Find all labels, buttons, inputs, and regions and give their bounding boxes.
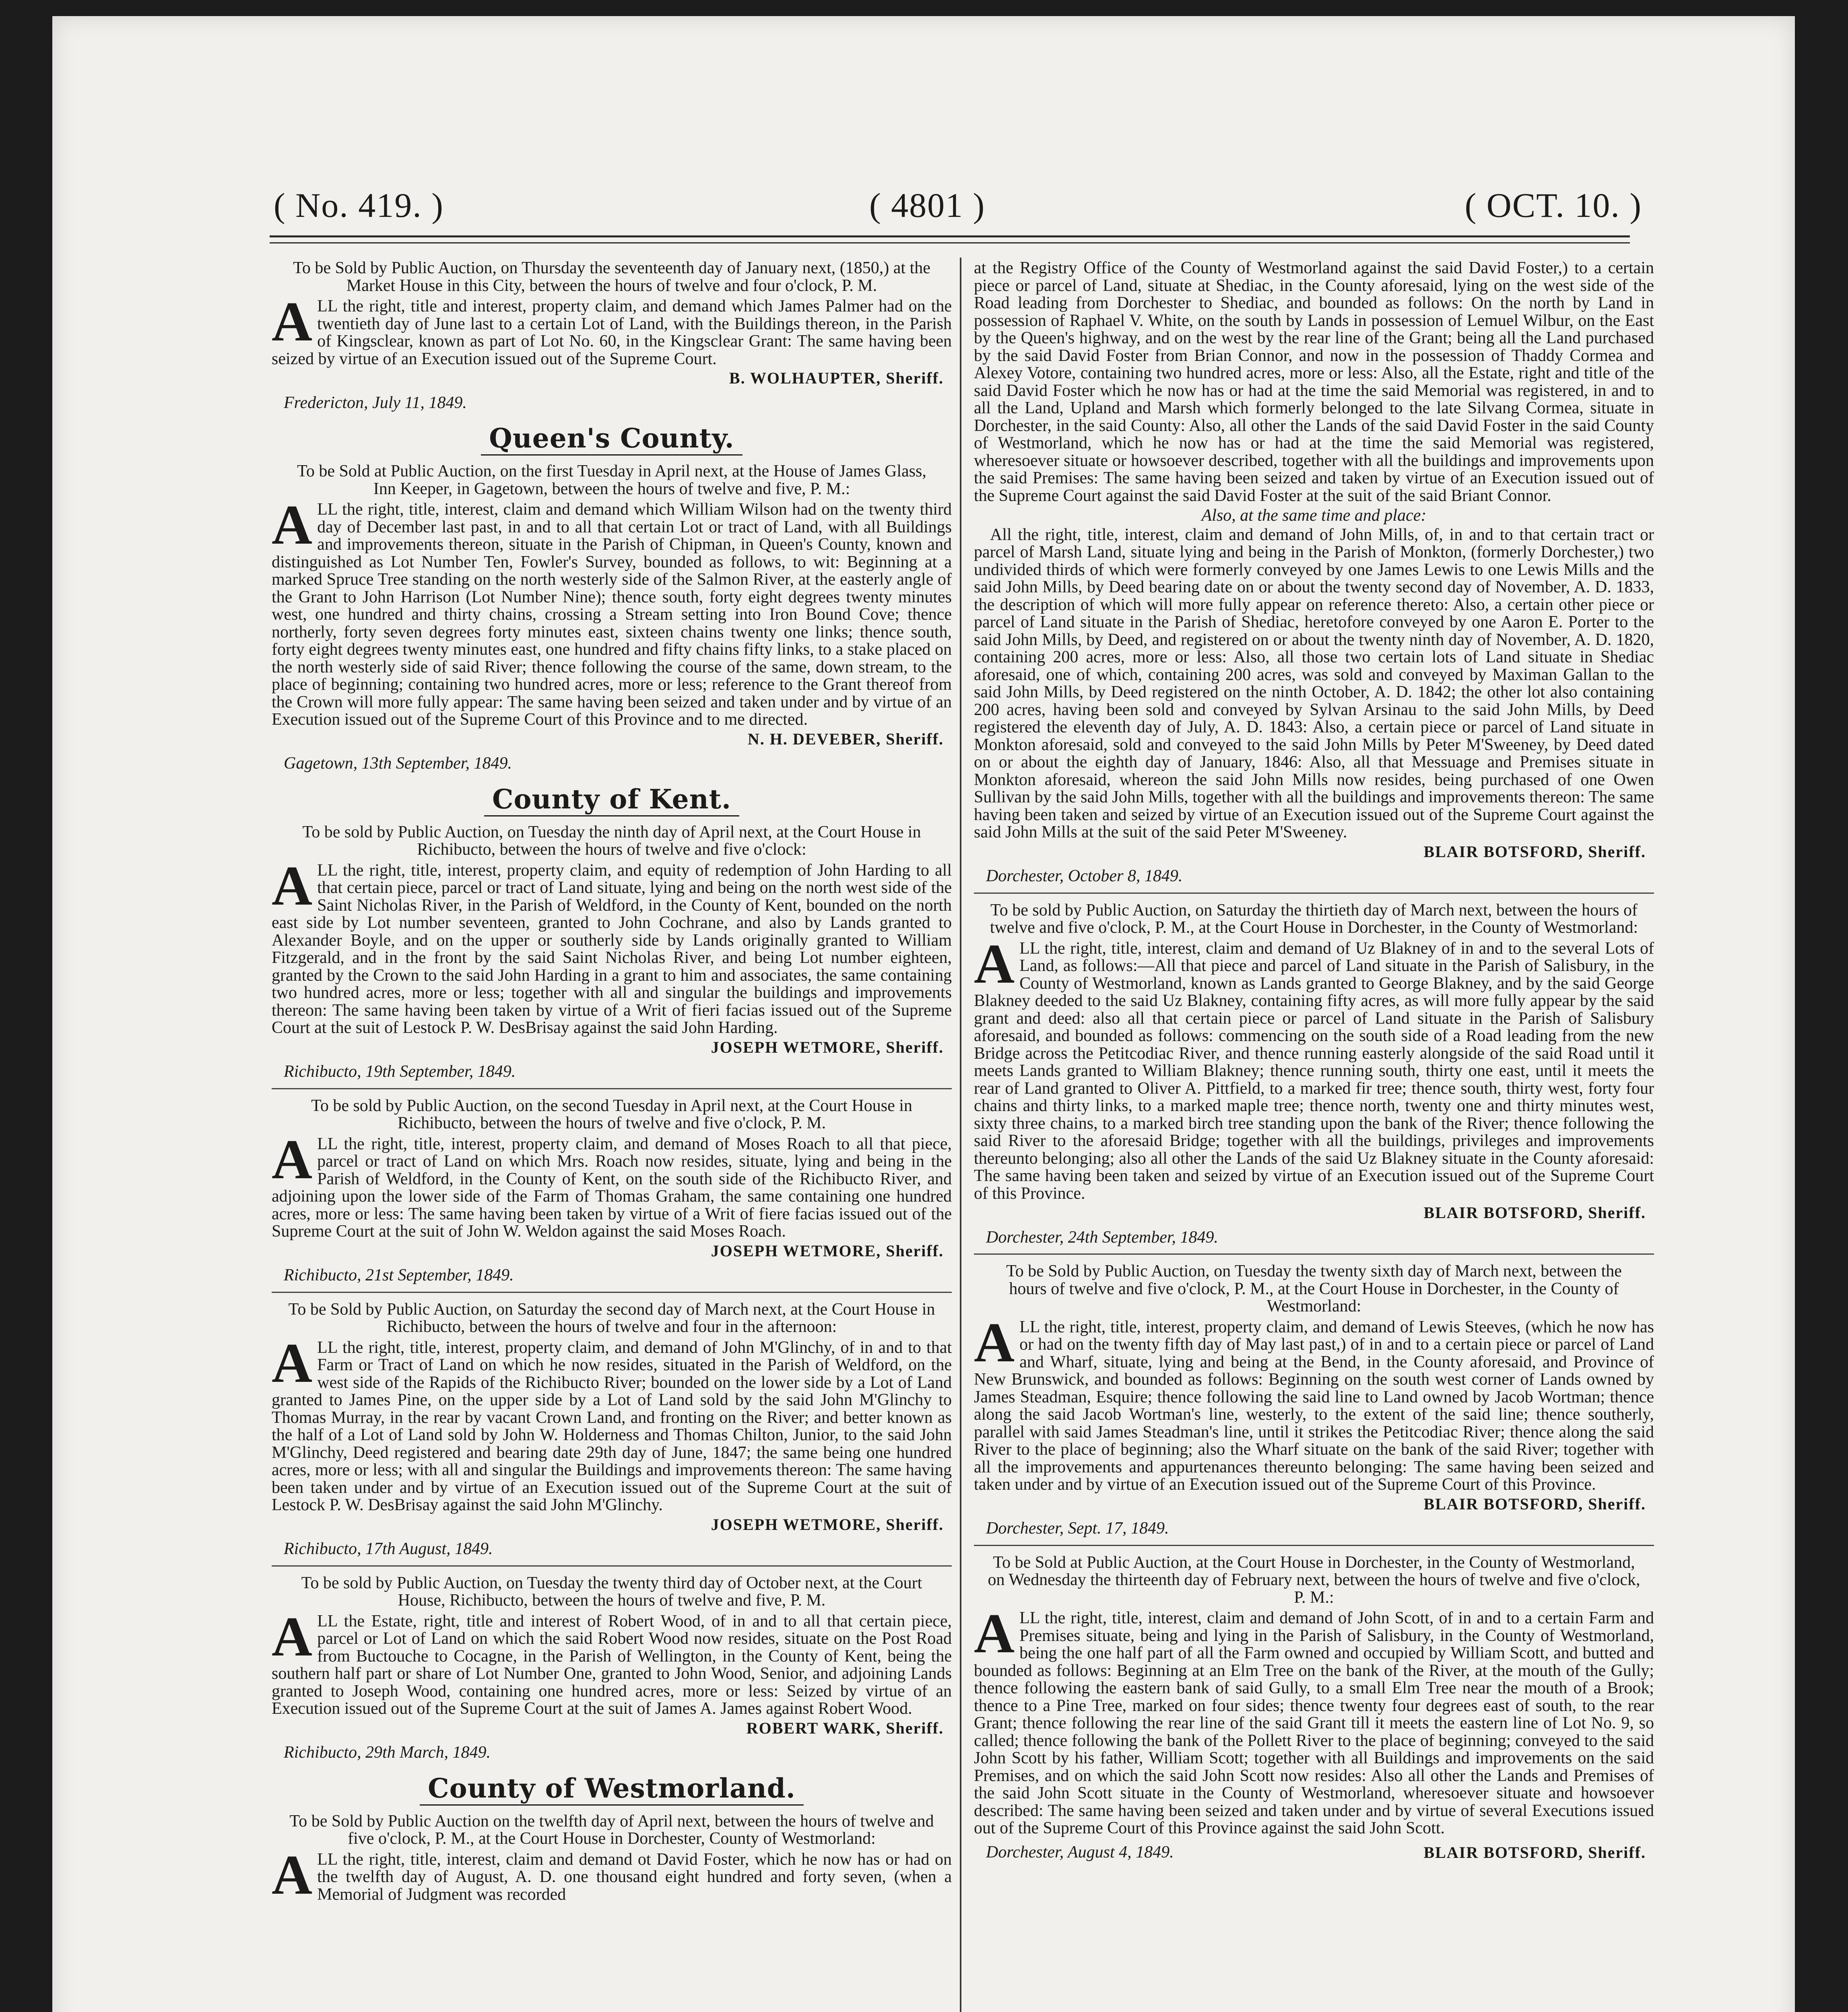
column-divider — [960, 258, 961, 2012]
notice-intro: To be Sold at Public Auction, at the Court House in Dorchester, in the County of Westmorland, on Wednesday the thirteenth day of February next, between the hours of twelve and five o'clock, P. M.: — [988, 1553, 1640, 1607]
sheriff-signature: BLAIR BOTSFORD, Sheriff. — [1423, 1204, 1646, 1222]
notice-body: ALL the right, title, interest, claim and demand of Uz Blakney of in and to the several Lots of Land, as follows:—All that piece and parcel of Land situate in the Parish of Salisbury, in the County of Westmorland, known as Lands granted to George Blakney, and by the said George Blakney deeded to the said Uz Blakney, containing fifty acres, as will more fully appear by the said grant and deed: also all that certain piece or parcel of Land situate in the Parish of Salisbury aforesaid, and bounded as follows: commencing on the south side of a Road leading from the new Bridge across the Petitcodiac River, and thence running easterly alongside of the said Road until it meets Lands granted to William Blakney; thence running south, thirty one east, until it meets the rear of Land granted to Oliver A. Pittfield, to a marked fir tree; thence south, thirty west, forty four chains and thirty links, to a marked maple tree; thence north, twenty one and thirty minutes west, sixty three chains, to a marked birch tree standing upon the bank of the River; thence following the said River to the aforesaid Bridge; together with all the buildings, privileges and improvements thereunto belonging; also all other the Lands of the said Uz Blakney situate in the County aforesaid: The same having been taken and seized by virtue of an Execution issued out of the Supreme Court of this Province. — [974, 932, 1654, 1203]
notice-foster — [272, 1813, 952, 1904]
sheriff-signature: B. WOLHAUPTER, Sheriff. — [729, 369, 944, 387]
sheriff-signature: N. H. DEVEBER, Sheriff. — [747, 730, 944, 748]
county-heading-queens: Queen's County. — [272, 422, 952, 456]
sheriff-signature: BLAIR BOTSFORD, Sheriff. — [1423, 1843, 1646, 1862]
notice-separator — [974, 893, 1654, 894]
notice-body: ALL the right, title, interest, property claim, and demand of John M'Glinchy, of in and to that Farm or Tract of Land on which he now resides, situated in the Parish of Weldford, on the west side of the Rapids of the Richibucto River; bounded on the lower side by a Lot of Land granted to James Pine, on the upper side by a Lot of Land sold by the said John M'Glinchy to Thomas Murray, in the rear by vacant Crown Land, and fronting on the River; and better known as the half of a Lot of Land sold by John W. Holderness and Thomas Chilton, Junior, to the said John M'Glinchy, Deed registered and bearing date 29th day of June, 1847; the same being one hundred acres, more or less; with all and singular the Buildings and improvements thereon: The same having been taken under and by virtue of an Execution issued out of the Supreme Court at the suit of Lestock P. W. DesBrisay against the said John M'Glinchy. — [272, 1332, 952, 1514]
drop-cap: A — [272, 1605, 313, 1668]
drop-cap: A — [272, 1128, 313, 1191]
drop-cap: A — [974, 1311, 1015, 1374]
dateline: Gagetown, 13th September, 1849. — [284, 754, 512, 773]
notice-intro: To be Sold by Public Auction on the twelfth day of April next, between the hours of twelve and five o'clock, P. M., at the Court House in Dorchester, County of Westmorland: — [289, 1812, 934, 1848]
subheading: Also, at the same time and place: — [1201, 506, 1427, 525]
notice-palmer — [272, 260, 952, 412]
notice-intro: To be Sold by Public Auction, on Tuesday the twenty sixth day of March next, between the hours of twelve and five o'clock, P. M., at the Court House in Dorchester, in the County of Westmorland: — [1006, 1262, 1622, 1315]
right-column — [974, 260, 1654, 1865]
sheriff-signature: BLAIR BOTSFORD, Sheriff. — [1423, 1495, 1646, 1513]
notice-body: ALL the right, title and interest, property claim, and demand which James Palmer had on the twentieth day of June last to a certain Lot of Land, with the Buildings thereon, in the Parish of Kingsclear, known as part of Lot No. 60, in the Kingsclear Grant: The same having been seized by virtue of an Execution issued out of the Supreme Court. — [272, 291, 952, 368]
dateline-row — [986, 1844, 1646, 1862]
masthead — [266, 185, 1642, 233]
notice-body: ALL the right, title, interest, property claim, and demand of Lewis Steeves, (which he now has or had on the twenty fifth day of May last past,) of in and to a certain piece or parcel of Land and Wharf, situate, lying and being at the Bend, in the County aforesaid, and Province of New Brunswick, and bounded as follows: Beginning on the south west corner of Lands owned by James Steadman, Esquire; thence following the said line to Land owned by Jacob Wortman; thence along the said Jacob Wortman's line, westerly, to the extent of the said line; thence southerly, parallel with said James Steadman's line, until it strikes the Petitcodiac River; thence along the said River to the place of beginning; also the Wharf situate on the bank of the said River; together with all the improvements and appurtenances thereunto belonging: The same having been seized and taken under and by virtue of an Execution issued out of the Supreme Court of this Province. — [974, 1311, 1654, 1494]
notice-wilson — [272, 463, 952, 773]
notice-wood — [272, 1575, 952, 1762]
notice-intro: To be Sold by Public Auction, on Thursday the seventeenth day of January next, (1850,) at the Market House in this City, between the hours of twelve and four o'clock, P. M. — [293, 259, 930, 295]
sheriff-signature: ROBERT WARK, Sheriff. — [746, 1719, 944, 1737]
notice-intro: To be Sold by Public Auction, on Saturday the second day of March next, at the Court House in Richibucto, between the hours of twelve and four in the afternoon: — [288, 1300, 935, 1336]
notice-body: ALL the right, title, interest, claim and demand of John Scott, of in and to a certain Farm and Premises situate, being and lying in the Parish of Salisbury, in the County of Westmorland, being the one half part of all the Farm owned and occupied by William Scott, and butted and bounded as follows: Beginning at an Elm Tree on the bank of the River, at the mouth of the Gully; thence following the eastern bank of said Gully, to a small Elm Tree near the mouth of a Brook; thence to a Pine Tree, marked on four sides; thence twenty four degrees east of south, to the rear Grant; thence following the rear line of the said Grant till it meets the eastern line of Lot No. 9, so called; thence following the bank of the Pollett River to the place of beginning; conveyed to the said John Scott by his father, William Scott; together with all Buildings and improvements on the said Premises, and on which the said John Scott now resides: Also all other the Lands and Premises of the said John Scott situate in the County of Westmorland, wheresoever situate and howsoever described: The same having been seized and taken under and by virtue of several Executions issued out of the Supreme Court of this Province against the said John Scott. — [974, 1602, 1654, 1837]
dateline: Dorchester, October 8, 1849. — [986, 867, 1183, 885]
county-heading-westmorland: County of Westmorland. — [272, 1772, 952, 1806]
sheriff-signature: JOSEPH WETMORE, Sheriff. — [711, 1038, 944, 1056]
notice-foster-continued — [974, 260, 1654, 885]
drop-cap: A — [974, 932, 1015, 995]
notice-mglinchy — [272, 1301, 952, 1558]
notice-harding — [272, 824, 952, 1081]
left-column — [272, 260, 952, 1907]
notice-body: ALL the right, title, interest, claim and demand ot David Foster, which he now has or had on the twelfth day of August, A. D. one thousand eight hundred and forty seven, (when a Memorial of Judgment was recorded — [272, 1843, 952, 1906]
newspaper-page — [52, 16, 1795, 2012]
drop-cap: A — [272, 854, 313, 917]
drop-cap: A — [272, 494, 313, 556]
masthead-rule-thin — [270, 242, 1630, 243]
notice-body: ALL the Estate, right, title and interest of Robert Wood, of in and to all that certain piece, parcel or Lot of Land on which the said Robert Wood now resides, situate on the Post Road from Buctouche to Cocagne, in the Parish of Wellington, in the County of Kent, being the southern half part or share of Lot Number One, granted to John Wood, Senior, and adjoining Lands granted to Joseph Wood, containing one hundred acres, more or less: Seized by virtue of an Execution issued out of the Supreme Court at the suit of James A. James against Robert Wood. — [272, 1605, 952, 1718]
notice-body-mills: All the right, title, interest, claim and demand of John Mills, of, in and to that certain tract or parcel of Marsh Land, situate lying and being in the Parish of Monkton, (formerly Dorchester,) two undivided thirds of which were formerly conveyed by one James Lewis to one Lewis Mills and the said John Mills, by Deed bearing date on or about the twenty second day of November, A. D. 1833, the description of which will more fully appear on reference thereto: Also, a certain other piece or parcel of Land situate in the Parish of Shediac, heretofore conveyed by one Aaron E. Porter to the said John Mills, by Deed, and registered on or about the twenty ninth day of November, A. D. 1820, containing 200 acres, more or less: Also, all those two certain lots of Land situate in Shediac aforesaid, one of which, containing 200 acres, was sold and conveyed by Maximan Gallan to the said John Mills, by Deed registered on the ninth October, A. D. 1842; the other lot also containing 200 acres, having been sold and conveyed by Sylvan Arsinau to the said John Mills, by Deed registered the eleventh day of July, A. D. 1843: Also, a certain piece or parcel of Land situate in Monkton aforesaid, sold and conveyed to the said John Mills by Peter M'Sweeney, by Deed dated on or about the eighth day of January, 1846: Also, all that Messuage and Premises situate in Monkton aforesaid, whereon the said John Mills now resides, being purchased of one Owen Sullivan by the said John Mills, together with all the buildings and improvements thereon: The same having been taken and seized by virtue of an Execution issued out of the Supreme Court against the said John Mills at the suit of the said Peter M'Sweeney. — [974, 525, 1654, 841]
notice-intro: To be sold by Public Auction, on Tuesday the twenty third day of October next, at the Court House, Richibucto, between the hours of twelve and five, P. M. — [301, 1573, 922, 1610]
page-number: ( 4801 ) — [869, 186, 986, 225]
notice-roach — [272, 1097, 952, 1284]
notice-separator — [272, 1088, 952, 1089]
dateline: Richibucto, 19th September, 1849. — [284, 1062, 516, 1081]
notice-scott — [974, 1554, 1654, 1862]
notice-body: ALL the right, title, interest, claim and demand which William Wilson had on the twenty third day of December last past, in and to all that certain Lot or tract of Land, with all Buildings and improvements thereon, situate in the Parish of Chipman, in Queen's County, known and distinguished as Lot Number Ten, Fowler's Survey, bounded as follows, to wit: Beginning at a marked Spruce Tree standing on the north westerly side of the Salmon River, at the easterly angle of the Grant to John Harrison (Lot Number Nine); thence south, forty eight degrees twenty minutes west, one hundred and thirty chains, crossing a Stream setting into Iron Bound Cove; thence northerly, forty seven degrees forty minutes east, sixteen chains twenty one links; thence south, forty eight degrees twenty minutes east, one hundred and fifty chains fifty links, to a stake placed on the north westerly side of said River; thence following the course of the same, down stream, to the place of beginning; containing two hundred acres, more or less; reference to the Grant thereof from the Crown will more fully appear: The same having been seized and taken under and by virtue of an Execution issued out of the Supreme Court of this Province and to me directed. — [272, 494, 952, 729]
dateline: Dorchester, 24th September, 1849. — [986, 1228, 1219, 1247]
drop-cap: A — [272, 1332, 313, 1394]
notice-blakney — [974, 902, 1654, 1247]
notice-separator — [272, 1565, 952, 1567]
issue-date: ( OCT. 10. ) — [1464, 186, 1642, 225]
notice-separator — [272, 1292, 952, 1293]
issue-number: ( No. 419. ) — [274, 186, 444, 225]
sheriff-signature: BLAIR BOTSFORD, Sheriff. — [1423, 842, 1646, 861]
dateline: Fredericton, July 11, 1849. — [284, 393, 467, 412]
notice-body: at the Registry Office of the County of Westmorland against the said David Foster,) to a certain piece or parcel of Land, situate at Shediac, in the County aforesaid, lying on the west side of the Road leading from Dorchester to Shediac, and bounded as follows: On the north by Land in possession of Raphael V. White, on the south by Lands in possession of Lemuel Wilbur, on the East by the Queen's highway, and on the west by the rear line of the Grant; being all the Land purchased by the said David Foster from Brian Connor, and now in the possession of Thaddy Cormea and Alexey Votore, containing two hundred acres, more or less: Also, all the Estate, right and title of the said David Foster which he now has or had at the time the said Memorial was registered, in and to all the Land, Upland and Marsh which formerly belonged to the late Silvang Cormea, situate in Dorchester, in the said County: Also, all other the Lands of the said David Foster in the said County of Westmorland, which he now has or had at the time the said Memorial was registered, wheresoever situate or howsoever described, together with all the buildings and improvements upon the said Premises: The same having been seized and taken by virtue of an Execution issued out of the Supreme Court against the said David Foster at the suit of the said Briant Connor. — [974, 259, 1654, 505]
dateline: Richibucto, 29th March, 1849. — [284, 1743, 491, 1762]
drop-cap: A — [272, 291, 313, 353]
notice-body: ALL the right, title, interest, property claim, and demand of Moses Roach to all that piece, parcel or tract of Land on which Mrs. Roach now resides, situate, lying and being in the Parish of Weldford, in the County of Kent, on the south side of the Richibucto River, and adjoining upon the lower side of the Farm of Thomas Graham, the same containing one hundred acres, more or less: The same having been taken by virtue of a Writ of fiere facias issued out of the Supreme Court at the suit of John W. Weldon against the said Moses Roach. — [272, 1128, 952, 1241]
dateline: Dorchester, Sept. 17, 1849. — [986, 1519, 1169, 1538]
dateline: Richibucto, 21st September, 1849. — [284, 1266, 514, 1284]
sheriff-signature: JOSEPH WETMORE, Sheriff. — [711, 1241, 944, 1260]
notice-separator — [974, 1253, 1654, 1255]
notice-intro: To be sold by Public Auction, on Saturday the thirtieth day of March next, between the hours of twelve and five o'clock, P. M., at the Court House in Dorchester, in the County of Westmorland: — [990, 901, 1638, 937]
notice-intro: To be sold by Public Auction, on Tuesday the ninth day of April next, at the Court House in Richibucto, between the hours of twelve and five o'clock: — [302, 823, 921, 859]
notice-intro: To be Sold at Public Auction, on the first Tuesday in April next, at the House of James Glass, Inn Keeper, in Gagetown, between the hours of twelve and five, P. M.: — [297, 462, 926, 498]
drop-cap: A — [272, 1843, 313, 1906]
masthead-rule — [270, 235, 1630, 237]
county-heading-kent: County of Kent. — [272, 783, 952, 816]
notice-intro: To be sold by Public Auction, on the second Tuesday in April next, at the Court House in Richibucto, between the hours of twelve and five o'clock, P. M. — [311, 1096, 912, 1132]
notice-separator — [974, 1545, 1654, 1546]
dateline: Richibucto, 17th August, 1849. — [284, 1540, 493, 1558]
notice-steeves — [974, 1263, 1654, 1538]
drop-cap: A — [974, 1602, 1015, 1665]
sheriff-signature: JOSEPH WETMORE, Sheriff. — [711, 1515, 944, 1534]
dateline: Dorchester, August 4, 1849. — [986, 1843, 1174, 1862]
notice-body: ALL the right, title, interest, property claim, and equity of redemption of John Harding to all that certain piece, parcel or tract of Land situate, lying and being on the north west side of the Saint Nicholas River, in the Parish of Weldford, in the County of Kent, bounded on the north east side by Lot number seventeen, granted to John Cochrane, and also by Lands granted to Alexander Boyle, and on the upper or southerly side by Lands originally granted to William Fitzgerald, and in the front by the said Saint Nicholas River, and being Lot number eighteen, granted by the Crown to the said John Harding in a grant to him and associates, the same containing two hundred acres, more or less; together with all and singular the buildings and improvements thereon: The same having been taken by virtue of a Writ of fieri facias issued out of the Supreme Court at the suit of Lestock P. W. DesBrisay against the said John Harding. — [272, 854, 952, 1037]
